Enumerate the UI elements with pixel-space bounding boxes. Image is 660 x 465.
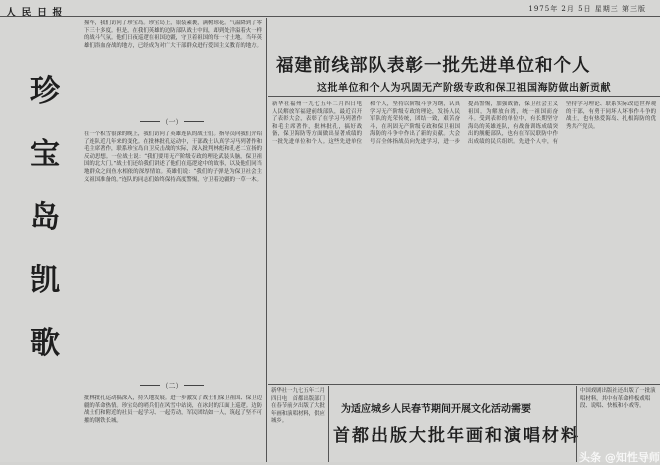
essay-title-char: 珍 [30, 74, 60, 109]
column-divider [266, 18, 267, 462]
article-rule [268, 384, 660, 385]
watermark: 头条 @知性导师 [579, 451, 660, 464]
bottom-article-dateline: 新华社一九七五年二月四日电 首都出版部门在春节前夕出版了大批年画和演唱材料，供应城乡。 [271, 388, 325, 425]
bottom-subhead: 为适应城乡人民春节期间开展文化活动需要 [341, 404, 531, 415]
essay-section-one: 在一个积雪很深的晚上，我们访问了英雄连队的战士们。指导员向我们介绍了连队近几年来的变化。在批林批孔运动中，干部战士认真学习马列著作和毛主席著作，联系珍宝岛自卫反击战的实际，深入批判林彪和孔老二宣扬的反动思想。一位战士说：“我们要用无产阶级专政的理论武装头脑，保卫祖国的北大门。”战士们还给我们讲述了他们在巡逻途中的故事，以及他们同当地群众之间鱼水相依的深厚情谊。英雄们说：“我们的子弹是为保卫社会主义祖国准备的。”连队的同志们始终保持高度警惕，守卫着边疆的一草一木。 [84, 131, 262, 183]
headline-rule [268, 96, 660, 97]
essay-title [28, 60, 62, 375]
section-rule [140, 121, 160, 122]
column-divider [328, 386, 329, 462]
essay-title-char: 歌 [30, 326, 60, 361]
essay-section-two: 批林批孔运动搞深入，持久地发展。进一步激发了战士们保卫祖国、保卫边疆的革命热情。珍宝岛的哨兵们在风雪中站岗，在冰封的江面上巡逻。边防战士们和附近的社员一起学习、一起劳动，军民团结如一人，筑起了坚不可摧的钢铁长城。 [84, 395, 262, 424]
section-rule [184, 385, 204, 386]
essay-title-char: 凯 [30, 263, 60, 298]
main-headline: 福建前线部队表彰一批先进单位和个人 [276, 56, 591, 76]
column-divider [576, 386, 577, 462]
essay-title-char: 岛 [30, 200, 60, 235]
section-two-mark: （二） [161, 382, 183, 390]
bottom-headline: 首都出版大批年画和演唱材料 [333, 426, 580, 446]
main-subhead: 这批单位和个人为巩固无产阶级专政和保卫祖国海防做出新贡献 [317, 83, 611, 94]
newspaper-masthead: 人 民 日 报 [6, 8, 64, 19]
top-rule [0, 16, 660, 17]
section-rule [140, 385, 160, 386]
essay-title-char: 宝 [30, 137, 60, 172]
essay-intro: 撞车，我们访问了珍宝岛。珍宝岛上，银装素裹，满树琼花。气温降到了零下三十多度。但是，在我们英雄的边防部队战士中间，却到处洋溢着火一样的战斗气氛。他们日夜巡逻在祖国边疆，守卫着祖国的每一寸土地。当年英雄们浴血奋战的地方，已经成为对广大干部群众进行爱国主义教育的地方。 [84, 20, 262, 49]
section-rule [184, 121, 204, 122]
section-one-mark: （一） [161, 118, 183, 126]
date-line: 1975年 2月 5日 星期三 第三版 [528, 5, 646, 13]
main-article-body: 新华社福州一九七五年二月四日电 人民解放军福建前线部队，最近召开了表彰大会，表彰了在学习马列著作和毛主席著作，批林批孔，搞好战备，保卫海防等方面做出显著成绩的一批先进单位和个人。这些先进单位和个人，坚持以阶级斗争为纲，认真学习无产阶级专政的理论，发扬人民军队的光荣传统，团结一致，艰苦奋斗，在巩固无产阶级专政和保卫祖国海防的斗争中作出了新的贡献。大会号召全体指战员向先进学习，进一步提高警惕，加强战备，保卫社会主义祖国，为解放台湾，统一祖国而奋斗。受到表彰的单位中，有长期坚守海岛的英雄连队，有战备训练成绩突出的舰艇部队，也有在军民联防中作出成绩的民兵组织。先进个人中，有坚持学习理论、联系实际改造世界观的干部，有勇于同坏人坏事作斗争的战士，也有热爱海岛、扎根海防的优秀共产党员。 [272, 101, 656, 145]
bottom-article-side-text: 中国戏剧出版社还出版了一批演唱材料，其中有革命样板戏唱段、说唱、快板和小戏等。 [580, 388, 656, 410]
